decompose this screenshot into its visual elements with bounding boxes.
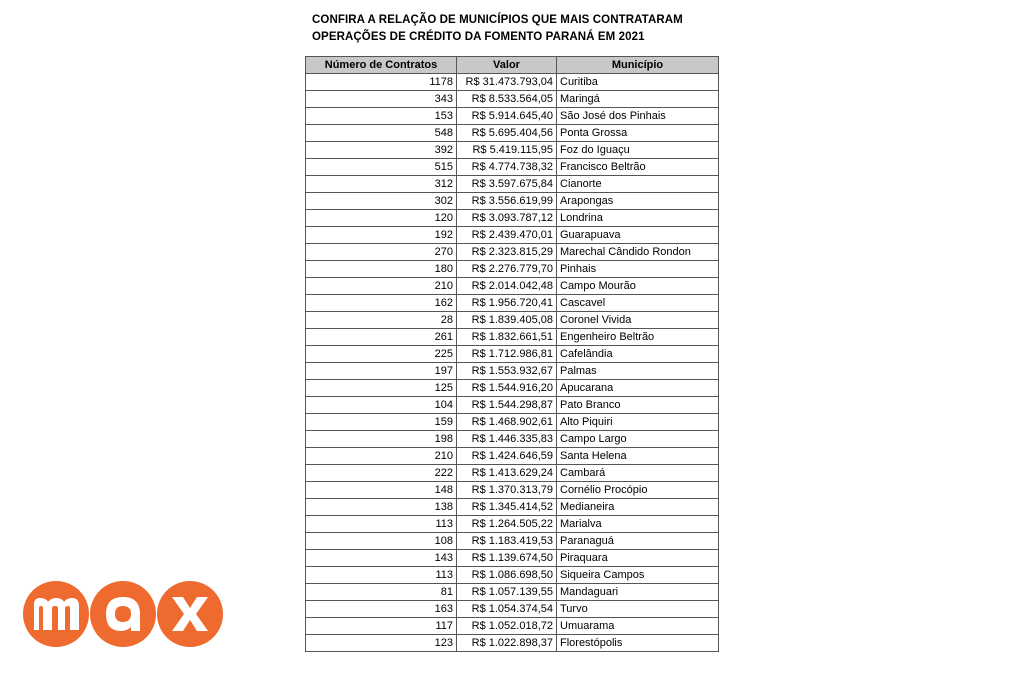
table-row	[306, 482, 719, 499]
table-row	[306, 329, 719, 346]
cell-valor: R$ 8.533.564,05	[457, 91, 557, 108]
table-row	[306, 397, 719, 414]
table-body	[306, 74, 719, 652]
cell-valor: R$ 1.086.698,50	[457, 567, 557, 584]
table-row	[306, 567, 719, 584]
cell-contratos: 117	[306, 618, 457, 635]
cell-valor: R$ 5.695.404,56	[457, 125, 557, 142]
cell-valor: R$ 2.439.470,01	[457, 227, 557, 244]
cell-contratos: 302	[306, 193, 457, 210]
table-row	[306, 261, 719, 278]
table-row	[306, 278, 719, 295]
cell-valor: R$ 2.014.042,48	[457, 278, 557, 295]
page-title	[312, 12, 683, 46]
table-row	[306, 295, 719, 312]
cell-valor: R$ 31.473.793,04	[457, 74, 557, 91]
cell-municipio: Curitiba	[557, 74, 719, 91]
cell-valor: R$ 2.276.779,70	[457, 261, 557, 278]
table-row	[306, 244, 719, 261]
cell-municipio: Cambará	[557, 465, 719, 482]
cell-municipio: Foz do Iguaçu	[557, 142, 719, 159]
table-row	[306, 176, 719, 193]
header-municipio: Município	[557, 57, 719, 74]
cell-contratos: 1178	[306, 74, 457, 91]
cell-valor: R$ 1.544.298,87	[457, 397, 557, 414]
table-row	[306, 312, 719, 329]
table-row	[306, 74, 719, 91]
cell-contratos: 392	[306, 142, 457, 159]
table-row	[306, 346, 719, 363]
cell-contratos: 148	[306, 482, 457, 499]
cell-contratos: 222	[306, 465, 457, 482]
cell-municipio: Palmas	[557, 363, 719, 380]
cell-municipio: Engenheiro Beltrão	[557, 329, 719, 346]
cell-contratos: 28	[306, 312, 457, 329]
cell-municipio: Paranaguá	[557, 533, 719, 550]
table-row	[306, 618, 719, 635]
cell-valor: R$ 3.597.675,84	[457, 176, 557, 193]
cell-municipio: Alto Piquiri	[557, 414, 719, 431]
table-row	[306, 210, 719, 227]
cell-municipio: Pinhais	[557, 261, 719, 278]
cell-valor: R$ 1.345.414,52	[457, 499, 557, 516]
header-numero-contratos: Número de Contratos	[306, 57, 457, 74]
cell-valor: R$ 1.839.405,08	[457, 312, 557, 329]
cell-valor: R$ 1.052.018,72	[457, 618, 557, 635]
cell-valor: R$ 1.544.916,20	[457, 380, 557, 397]
table-row	[306, 465, 719, 482]
cell-municipio: Marialva	[557, 516, 719, 533]
cell-valor: R$ 1.057.139,55	[457, 584, 557, 601]
cell-municipio: Mandaguari	[557, 584, 719, 601]
cell-municipio: Turvo	[557, 601, 719, 618]
cell-contratos: 197	[306, 363, 457, 380]
cell-valor: R$ 1.370.313,79	[457, 482, 557, 499]
table-row	[306, 91, 719, 108]
cell-municipio: Cianorte	[557, 176, 719, 193]
max-logo	[22, 580, 224, 653]
cell-contratos: 162	[306, 295, 457, 312]
title-line-2: OPERAÇÕES DE CRÉDITO DA FOMENTO PARANÁ EM 2021	[312, 31, 645, 43]
cell-contratos: 104	[306, 397, 457, 414]
cell-valor: R$ 1.956.720,41	[457, 295, 557, 312]
cell-municipio: Campo Largo	[557, 431, 719, 448]
cell-contratos: 123	[306, 635, 457, 652]
cell-municipio: Piraquara	[557, 550, 719, 567]
cell-municipio: Florestópolis	[557, 635, 719, 652]
cell-municipio: Francisco Beltrão	[557, 159, 719, 176]
table-row	[306, 125, 719, 142]
table-row	[306, 499, 719, 516]
cell-contratos: 143	[306, 550, 457, 567]
cell-municipio: Cascavel	[557, 295, 719, 312]
table-header-row	[306, 57, 719, 74]
cell-valor: R$ 5.419.115,95	[457, 142, 557, 159]
cell-contratos: 270	[306, 244, 457, 261]
cell-contratos: 515	[306, 159, 457, 176]
table-row	[306, 159, 719, 176]
cell-contratos: 81	[306, 584, 457, 601]
cell-contratos: 261	[306, 329, 457, 346]
cell-valor: R$ 1.553.932,67	[457, 363, 557, 380]
table-row	[306, 448, 719, 465]
table-row	[306, 108, 719, 125]
cell-valor: R$ 1.832.661,51	[457, 329, 557, 346]
cell-contratos: 198	[306, 431, 457, 448]
cell-municipio: Maringá	[557, 91, 719, 108]
cell-valor: R$ 3.556.619,99	[457, 193, 557, 210]
cell-municipio: Marechal Cândido Rondon	[557, 244, 719, 261]
table-row	[306, 363, 719, 380]
table-row	[306, 601, 719, 618]
cell-contratos: 192	[306, 227, 457, 244]
cell-municipio: Guarapuava	[557, 227, 719, 244]
cell-contratos: 548	[306, 125, 457, 142]
cell-valor: R$ 1.022.898,37	[457, 635, 557, 652]
cell-contratos: 210	[306, 448, 457, 465]
cell-valor: R$ 5.914.645,40	[457, 108, 557, 125]
header-valor: Valor	[457, 57, 557, 74]
table-row	[306, 550, 719, 567]
cell-municipio: Arapongas	[557, 193, 719, 210]
cell-valor: R$ 1.054.374,54	[457, 601, 557, 618]
cell-contratos: 153	[306, 108, 457, 125]
cell-municipio: Pato Branco	[557, 397, 719, 414]
table-row	[306, 635, 719, 652]
cell-contratos: 210	[306, 278, 457, 295]
cell-valor: R$ 1.446.335,83	[457, 431, 557, 448]
table-row	[306, 584, 719, 601]
table-row	[306, 380, 719, 397]
cell-municipio: Ponta Grossa	[557, 125, 719, 142]
cell-valor: R$ 2.323.815,29	[457, 244, 557, 261]
cell-municipio: Coronel Vivida	[557, 312, 719, 329]
cell-valor: R$ 1.413.629,24	[457, 465, 557, 482]
cell-municipio: Cornélio Procópio	[557, 482, 719, 499]
cell-contratos: 163	[306, 601, 457, 618]
table-row	[306, 227, 719, 244]
table-row	[306, 431, 719, 448]
cell-valor: R$ 3.093.787,12	[457, 210, 557, 227]
cell-municipio: Londrina	[557, 210, 719, 227]
cell-municipio: Campo Mourão	[557, 278, 719, 295]
cell-contratos: 225	[306, 346, 457, 363]
cell-valor: R$ 1.712.986,81	[457, 346, 557, 363]
cell-municipio: Umuarama	[557, 618, 719, 635]
cell-contratos: 113	[306, 516, 457, 533]
max-logo-icon	[22, 580, 224, 648]
cell-valor: R$ 1.468.902,61	[457, 414, 557, 431]
cell-valor: R$ 1.424.646,59	[457, 448, 557, 465]
title-line-1: CONFIRA A RELAÇÃO DE MUNICÍPIOS QUE MAIS CONTRATARAM	[312, 14, 683, 26]
cell-valor: R$ 1.183.419,53	[457, 533, 557, 550]
table-row	[306, 142, 719, 159]
table-row	[306, 516, 719, 533]
cell-contratos: 343	[306, 91, 457, 108]
cell-contratos: 113	[306, 567, 457, 584]
cell-contratos: 159	[306, 414, 457, 431]
cell-municipio: Siqueira Campos	[557, 567, 719, 584]
table-row	[306, 414, 719, 431]
municipios-table	[305, 56, 719, 652]
cell-municipio: São José dos Pinhais	[557, 108, 719, 125]
cell-municipio: Santa Helena	[557, 448, 719, 465]
cell-valor: R$ 4.774.738,32	[457, 159, 557, 176]
table-row	[306, 193, 719, 210]
cell-contratos: 120	[306, 210, 457, 227]
cell-valor: R$ 1.139.674,50	[457, 550, 557, 567]
cell-contratos: 138	[306, 499, 457, 516]
table-row	[306, 533, 719, 550]
cell-municipio: Cafelândia	[557, 346, 719, 363]
cell-contratos: 108	[306, 533, 457, 550]
cell-contratos: 312	[306, 176, 457, 193]
cell-municipio: Medianeira	[557, 499, 719, 516]
cell-municipio: Apucarana	[557, 380, 719, 397]
cell-valor: R$ 1.264.505,22	[457, 516, 557, 533]
cell-contratos: 125	[306, 380, 457, 397]
cell-contratos: 180	[306, 261, 457, 278]
